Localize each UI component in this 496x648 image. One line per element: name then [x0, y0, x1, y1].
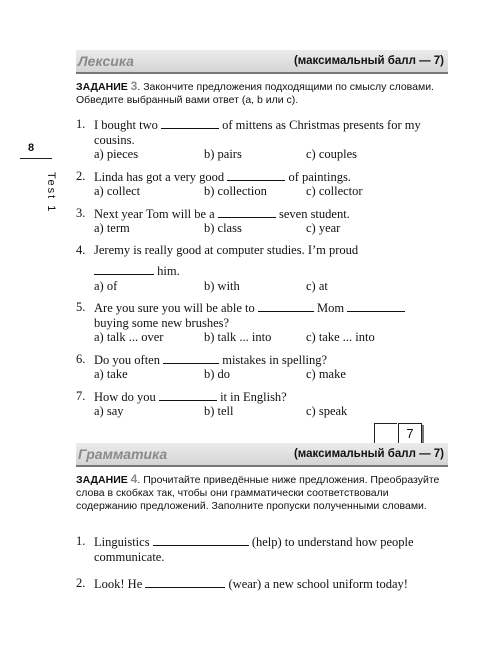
grammar-header — [76, 443, 448, 465]
options — [94, 330, 448, 345]
task-4-instruction — [76, 473, 446, 513]
option-b[interactable]: b) pairs — [204, 147, 242, 161]
lexis-item-1: 1. I bought two of mittens as Christmas presents for my cousins. a) pieces b) pairs c) couples — [76, 117, 448, 162]
option-c[interactable]: c) take ... into — [306, 330, 375, 344]
option-a[interactable]: a) take — [94, 367, 128, 381]
lexis-item-4: 4. Jeremy is really good at computer studies. I’m proud him. a) of b) with c) at — [76, 243, 448, 294]
answer-blank[interactable] — [161, 117, 219, 129]
option-a[interactable]: a) talk ... over — [94, 330, 164, 344]
grammar-item-2: 2. Look! He (wear) a new school uniform today! — [76, 576, 408, 591]
options — [94, 221, 448, 236]
page-number-rule — [20, 158, 52, 159]
answer-blank[interactable] — [227, 169, 285, 181]
task-label: ЗАДАНИЕ — [76, 474, 128, 486]
score-entry-box[interactable] — [374, 423, 397, 445]
lexis-header — [76, 50, 448, 72]
lexis-item-7: 7. How do you it in English? a) say b) tell c) speak — [76, 389, 448, 419]
options — [94, 147, 448, 162]
option-c[interactable]: c) couples — [306, 147, 358, 161]
answer-blank[interactable] — [258, 300, 314, 312]
option-b[interactable]: b) talk ... into — [204, 330, 272, 344]
option-a[interactable]: a) of — [94, 278, 118, 293]
lexis-item-2: 2. Linda has got a very good of paintings. a) collect b) collection c) collector — [76, 169, 448, 199]
option-b[interactable]: b) do — [204, 367, 231, 381]
options — [94, 279, 448, 294]
option-c[interactable]: c) collector — [306, 184, 363, 198]
option-b[interactable]: b) class — [204, 221, 242, 235]
option-c[interactable]: c) year — [306, 221, 341, 235]
option-a[interactable]: a) term — [94, 221, 130, 235]
task-number: 3 — [130, 79, 138, 93]
lexis-title: Лексика — [78, 53, 134, 69]
option-c[interactable]: c) make — [306, 367, 346, 381]
answer-blank[interactable] — [218, 206, 276, 218]
answer-blank[interactable] — [347, 300, 405, 312]
task-text: . Закончите предложения подходящими по смыслу словами. Обведите выбранный вами ответ (a, b или c). — [76, 81, 434, 106]
lexis-item-5: 5. Are you sure you will be able to Mom buying some new brushes? a) talk ... over b) talk ... into c) take ... into — [76, 300, 448, 345]
answer-blank[interactable] — [145, 576, 225, 588]
option-c[interactable]: c) speak — [306, 404, 348, 418]
side-test-label: Test 1 — [45, 172, 57, 214]
options — [94, 404, 448, 419]
task-label: ЗАДАНИЕ — [76, 81, 128, 93]
grammar-header-rule — [76, 465, 448, 467]
grammar-title: Грамматика — [78, 446, 168, 462]
lexis-item-3: 3. Next year Tom will be a seven student. a) term b) class c) year — [76, 206, 448, 236]
task-text: . Прочитайте приведённые ниже предложения. Преобразуйте слова в скобках так, чтобы они грамматически соответствовали содержанию предложений. Заполните пропуски полученными словами. — [76, 474, 440, 512]
option-a[interactable]: a) say — [94, 404, 124, 418]
answer-blank[interactable] — [153, 534, 249, 546]
lexis-header-rule — [76, 72, 448, 74]
grammar-items — [76, 534, 448, 599]
option-b[interactable]: b) with — [204, 278, 240, 293]
grammar-item-1: 1. Linguistics (help) to understand how people communicate. — [76, 534, 414, 564]
task-number: 4 — [130, 472, 138, 486]
page-number: 8 — [28, 142, 35, 154]
answer-blank[interactable] — [94, 263, 154, 275]
task-3-instruction — [76, 80, 446, 107]
grammar-max-score: (максимальный балл — 7) — [293, 448, 444, 460]
options — [94, 184, 448, 199]
option-c[interactable]: c) at — [306, 278, 328, 293]
lexis-items — [76, 117, 448, 426]
option-a[interactable]: a) pieces — [94, 147, 139, 161]
option-b[interactable]: b) tell — [204, 404, 234, 418]
lexis-score-box: 7 — [398, 423, 422, 445]
option-a[interactable]: a) collect — [94, 184, 141, 198]
answer-blank[interactable] — [159, 389, 217, 401]
lexis-item-6: 6. Do you often mistakes in spelling? a) take b) do c) make — [76, 352, 448, 382]
option-b[interactable]: b) collection — [204, 184, 267, 198]
options — [94, 367, 448, 382]
lexis-max-score: (максимальный балл — 7) — [293, 55, 444, 67]
answer-blank[interactable] — [163, 352, 219, 364]
